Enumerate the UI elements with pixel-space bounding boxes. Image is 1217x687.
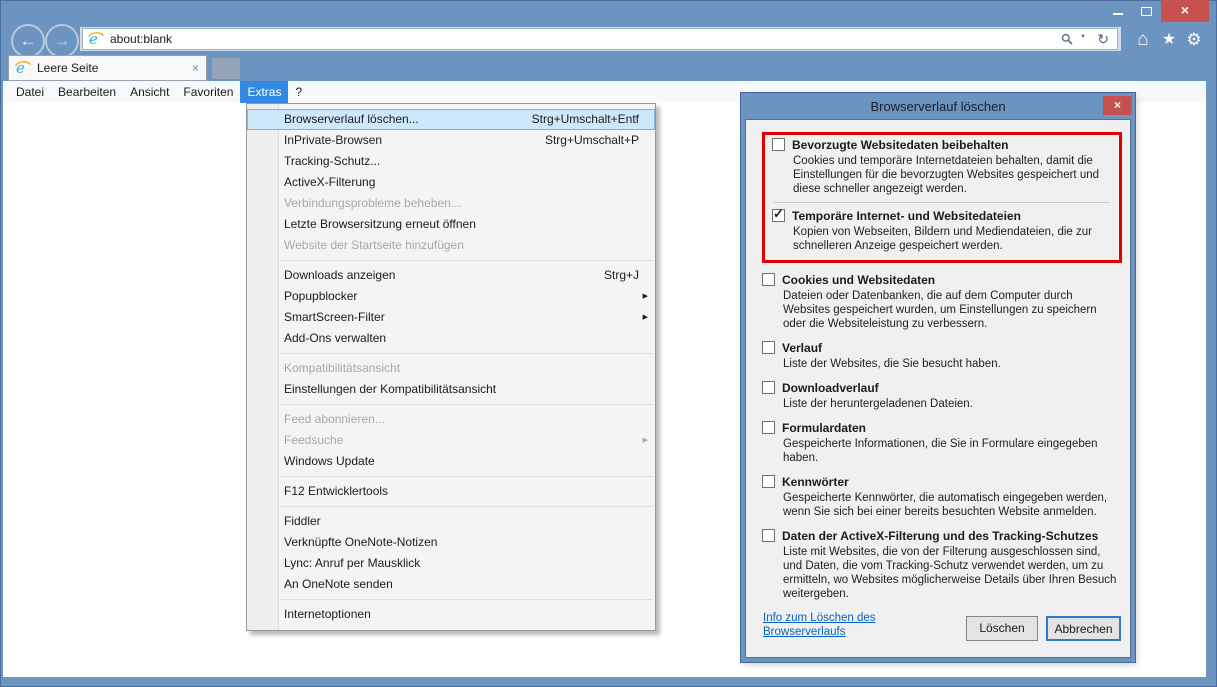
option-label-3[interactable]: Verlauf — [782, 341, 823, 355]
menubar-item-1[interactable]: Bearbeiten — [58, 85, 117, 99]
option-header-7 — [762, 529, 1122, 543]
extras-menu-item-22[interactable] — [247, 511, 655, 532]
refresh-icon[interactable]: ↻ — [1097, 31, 1109, 47]
close-icon: × — [1113, 98, 1121, 112]
home-button[interactable] — [1131, 29, 1155, 51]
extras-menu — [246, 103, 656, 631]
extras-menu-item-10[interactable] — [247, 307, 655, 328]
extras-menu-item-14[interactable] — [247, 379, 655, 400]
submenu-arrow-icon: ▶ — [642, 293, 648, 300]
extras-menu-item-23[interactable] — [247, 532, 655, 553]
menu-item-label: Feedsuche — [284, 433, 344, 447]
menu-item-label: Einstellungen der Kompatibilitätsansicht — [284, 382, 497, 396]
checkbox-3[interactable] — [762, 341, 775, 354]
menu-separator — [280, 506, 653, 507]
checkbox-2[interactable] — [762, 273, 775, 286]
option-label-1[interactable]: Temporäre Internet- und Websitedateien — [792, 209, 1021, 223]
extras-menu-item-5[interactable] — [247, 214, 655, 235]
option-label-5[interactable]: Formulardaten — [782, 421, 867, 435]
checkbox-5[interactable] — [762, 421, 775, 434]
favorites-button[interactable] — [1157, 29, 1181, 51]
extras-menu-item-16 — [247, 409, 655, 430]
menu-item-label: Kompatibilitätsansicht — [284, 361, 401, 375]
dialog-option-5 — [762, 421, 1122, 465]
forward-arrow-icon: → — [53, 31, 71, 50]
extras-menu-item-25[interactable] — [247, 574, 655, 595]
menu-item-label: Lync: Anruf per Mausklick — [284, 556, 421, 570]
dialog-options — [762, 273, 1122, 601]
dialog-option-4 — [762, 381, 1122, 411]
close-button[interactable] — [1161, 0, 1209, 22]
menubar-item-3[interactable]: Favoriten — [183, 85, 234, 99]
menu-item-label: Internetoptionen — [284, 607, 371, 621]
menu-item-label: Website der Startseite hinzufügen — [284, 238, 464, 252]
submenu-arrow-icon: ▶ — [642, 314, 648, 321]
address-bar[interactable] — [82, 28, 1118, 50]
option-divider — [774, 202, 1110, 203]
extras-menu-item-2[interactable] — [247, 151, 655, 172]
gear-icon: ⚙ — [1186, 30, 1202, 49]
extras-menu-item-18[interactable] — [247, 451, 655, 472]
menu-item-shortcut: Strg+Umschalt+P — [544, 133, 639, 147]
extras-menu-item-9[interactable] — [247, 286, 655, 307]
dialog-body — [745, 119, 1131, 658]
extras-menu-item-11[interactable] — [247, 328, 655, 349]
ie-logo-icon — [15, 60, 31, 76]
option-header-3 — [762, 341, 1122, 355]
option-label-0[interactable]: Bevorzugte Websitedaten beibehalten — [792, 138, 1009, 152]
maximize-icon — [1141, 7, 1152, 16]
history-info-link[interactable]: Info zum Löschen des Browserverlaufs — [763, 612, 876, 638]
menu-separator — [280, 404, 653, 405]
delete-history-dialog — [741, 93, 1135, 662]
option-description-6: Gespeicherte Kennwörter, die automatisch eingegeben werden, wenn Sie sich bei einer bereits besuchten Website anmelden. — [783, 492, 1108, 518]
dialog-option-2 — [762, 273, 1122, 331]
option-header-2 — [762, 273, 1122, 287]
extras-menu-item-0[interactable] — [247, 109, 655, 130]
url-text: about:blank — [110, 32, 173, 46]
option-description-3: Liste der Websites, die Sie besucht haben. — [783, 358, 1001, 370]
extras-menu-item-13 — [247, 358, 655, 379]
maximize-button[interactable] — [1132, 0, 1161, 22]
extras-menu-item-20[interactable] — [247, 481, 655, 502]
menu-item-label: Downloads anzeigen — [284, 268, 396, 282]
extras-menu-item-6 — [247, 235, 655, 256]
menu-item-label: Verbindungsprobleme beheben... — [284, 196, 461, 210]
minimize-icon — [1113, 13, 1123, 15]
back-arrow-icon: ← — [19, 31, 37, 50]
checkbox-6[interactable] — [762, 475, 775, 488]
checkmark-icon: ✓ — [773, 206, 784, 221]
ie-logo-icon — [88, 31, 104, 47]
checkbox-0[interactable] — [772, 138, 785, 151]
svg-text:e: e — [16, 60, 25, 76]
extras-menu-item-24[interactable] — [247, 553, 655, 574]
menu-item-label: Browserverlauf löschen... — [284, 112, 419, 126]
option-description-4: Liste der heruntergeladenen Dateien. — [783, 398, 973, 410]
checkbox-4[interactable] — [762, 381, 775, 394]
delete-button[interactable]: Löschen — [966, 616, 1038, 641]
search-dropdown-caret-icon[interactable]: ▼ — [1080, 34, 1086, 40]
option-header-4 — [762, 381, 1122, 395]
search-icon[interactable] — [1061, 33, 1073, 45]
menu-item-label: Add-Ons verwalten — [284, 331, 387, 345]
option-description-1: Kopien von Webseiten, Bildern und Mediendateien, die zur schnelleren Anzeige gespeichert werden. — [793, 226, 1092, 252]
option-description-0: Cookies und temporäre Internetdateien behalten, damit die Einstellungen für die bevorzugten Websites gespeichert und diese schneller angezeigt werden. — [793, 155, 1100, 195]
option-label-6[interactable]: Kennwörter — [782, 475, 849, 489]
menu-item-shortcut: Strg+J — [603, 268, 639, 282]
svg-text:e: e — [89, 31, 98, 47]
forward-button[interactable] — [45, 24, 79, 58]
menubar-item-5[interactable]: ? — [295, 85, 303, 99]
menu-item-label: Feed abonnieren... — [284, 412, 385, 426]
extras-menu-item-1[interactable] — [247, 130, 655, 151]
dialog-close-button[interactable] — [1103, 96, 1132, 115]
option-header-6 — [762, 475, 1122, 489]
option-header-0 — [772, 138, 1112, 152]
dialog-title: Browserverlauf löschen — [870, 99, 1006, 114]
menu-item-label: Popupblocker — [284, 289, 358, 303]
menu-item-label: Letzte Browsersitzung erneut öffnen — [284, 217, 476, 231]
menu-item-shortcut: Strg+Umschalt+Entf — [531, 112, 639, 126]
star-icon: ★ — [1161, 31, 1177, 48]
menu-separator — [280, 353, 653, 354]
menu-item-label: ActiveX-Filterung — [284, 175, 376, 189]
menu-item-label: Verknüpfte OneNote-Notizen — [284, 535, 438, 549]
extras-menu-item-3[interactable] — [247, 172, 655, 193]
menu-item-label: InPrivate-Browsen — [284, 133, 383, 147]
dialog-option-7 — [762, 529, 1122, 601]
dialog-option-1 — [772, 206, 1112, 253]
minimize-button[interactable] — [1103, 0, 1132, 22]
menu-item-label: Windows Update — [284, 454, 375, 468]
option-header-5 — [762, 421, 1122, 435]
red-highlight-box — [762, 132, 1122, 263]
menu-item-label: F12 Entwicklertools — [284, 484, 389, 498]
browser-tab[interactable] — [8, 55, 207, 81]
option-label-2[interactable]: Cookies und Websitedaten — [782, 273, 936, 287]
dialog-option-0 — [772, 138, 1112, 196]
tab-close-icon[interactable]: × — [191, 61, 199, 75]
option-description-7: Liste mit Websites, die von der Filterung ausgeschlossen sind, und Daten, die vom Tracking-Schutz verwendet werden, um zu ermitteln, wo Websites möglicherweise Details über Ihren Besuch weitergeben. — [783, 546, 1117, 600]
cancel-button[interactable]: Abbrechen — [1046, 616, 1121, 641]
dialog-option-6 — [762, 475, 1122, 519]
option-label-4[interactable]: Downloadverlauf — [782, 381, 879, 395]
extras-menu-item-8[interactable] — [247, 265, 655, 286]
menu-separator — [280, 476, 653, 477]
option-description-2: Dateien oder Datenbanken, die auf dem Computer durch Websites gespeichert wurden, um Einstellungen zu speichern oder die Websiteleistung zu verbessern. — [783, 290, 1097, 330]
extras-menu-item-27[interactable] — [247, 604, 655, 625]
option-description-5: Gespeicherte Informationen, die Sie in Formulare eingegeben haben. — [783, 438, 1098, 464]
option-label-7[interactable]: Daten der ActiveX-Filterung und des Tracking-Schutzes — [782, 529, 1099, 543]
extras-menu-item-4 — [247, 193, 655, 214]
dialog-option-3 — [762, 341, 1122, 371]
menu-separator — [280, 260, 653, 261]
tab-title: Leere Seite — [37, 61, 99, 75]
menubar-item-4[interactable]: Extras — [240, 81, 288, 103]
new-tab-button[interactable] — [212, 58, 240, 79]
close-icon: × — [1180, 2, 1190, 18]
home-icon: ⌂ — [1137, 29, 1149, 50]
menu-item-label: Fiddler — [284, 514, 321, 528]
checkbox-1[interactable] — [772, 206, 785, 222]
menu-item-label: SmartScreen-Filter — [284, 310, 385, 324]
back-button[interactable] — [11, 24, 45, 58]
menubar-item-2[interactable]: Ansicht — [130, 85, 170, 99]
menu-separator — [280, 599, 653, 600]
menu-item-label: An OneNote senden — [284, 577, 393, 591]
extras-menu-item-17 — [247, 430, 655, 451]
extras-menu-list — [247, 109, 655, 625]
menu-item-label: Tracking-Schutz... — [284, 154, 381, 168]
settings-button[interactable] — [1182, 29, 1206, 51]
menubar-item-0[interactable]: Datei — [16, 85, 45, 99]
option-header-1 — [772, 206, 1112, 223]
submenu-arrow-icon: ▶ — [642, 437, 648, 444]
checkbox-7[interactable] — [762, 529, 775, 542]
